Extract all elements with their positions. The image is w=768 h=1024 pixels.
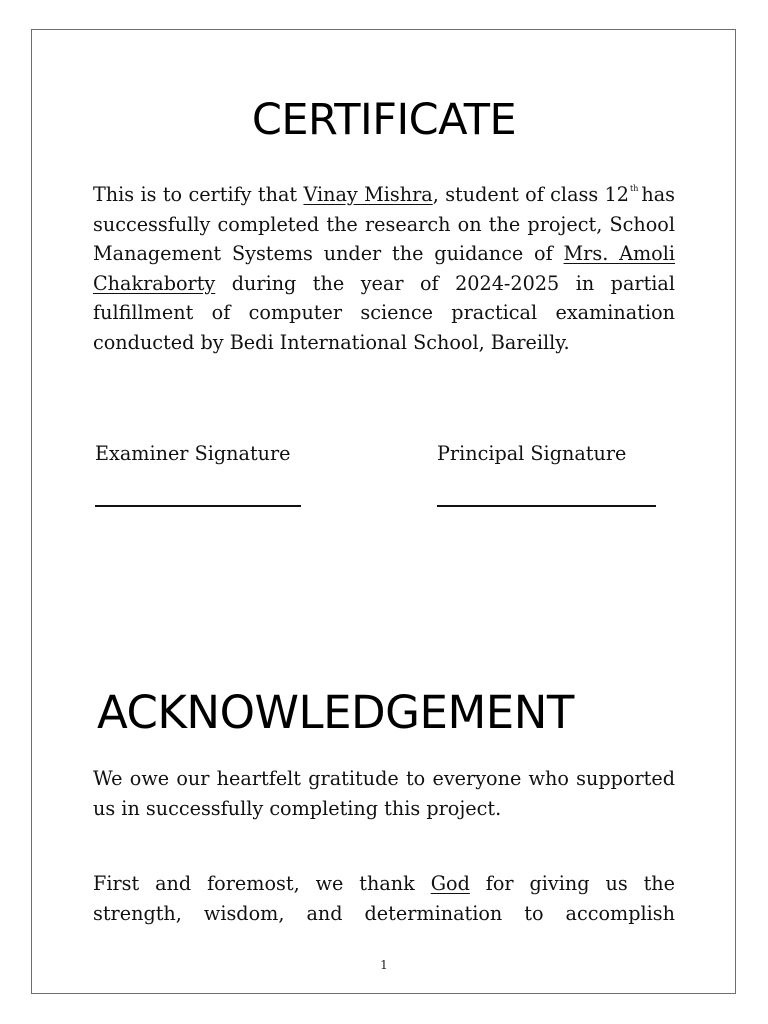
certificate-title: CERTIFICATE — [251, 95, 517, 145]
examiner-signature-label: Examiner Signature — [95, 442, 291, 465]
acknowledgement-title: ACKNOWLEDGEMENT — [97, 686, 574, 739]
certificate-text-3: has successfully completed the research on the project, School Management Systems under the guidance of — [93, 183, 676, 265]
certificate-text-1: This is to certify that — [93, 183, 304, 206]
certificate-body — [93, 174, 675, 357]
ack-text-2: for giving us the strength, wisdom, and determination to accomplish — [93, 872, 676, 925]
ack-god: God — [430, 872, 470, 895]
acknowledgement-paragraph-1: We owe our heartfelt gratitude to everyone who supported us in successfully completing this project. — [93, 767, 675, 820]
student-name: Vinay Mishra — [303, 183, 433, 206]
acknowledgement-paragraph-2 — [93, 869, 675, 928]
certificate-text-2: , student of class 12 — [432, 183, 629, 206]
class-ordinal: th — [629, 184, 639, 193]
ack-text-1: First and foremost, we thank — [93, 872, 431, 895]
page-number: 1 — [380, 958, 388, 972]
guide-name: Mrs. Amoli Chakraborty — [93, 242, 675, 295]
certificate-text-4: during the year of 2024-2025 in partial fulfillment of computer science practical examination conducted by Bedi International School, Bareilly. — [93, 271, 675, 354]
principal-signature-line — [437, 505, 656, 507]
examiner-signature-line — [95, 505, 301, 507]
principal-signature-label: Principal Signature — [437, 442, 627, 465]
